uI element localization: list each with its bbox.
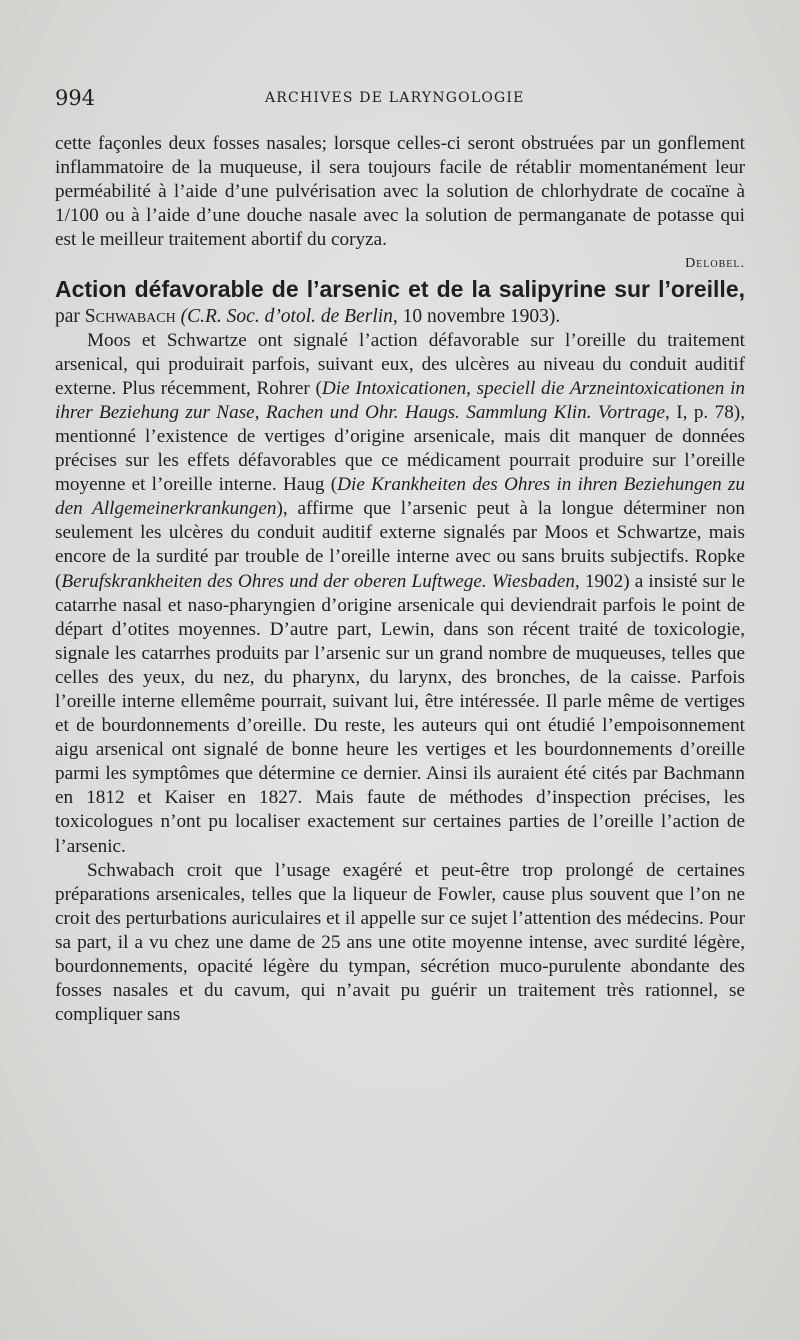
section-date: 10 novembre 1903). [402, 305, 561, 327]
signature-delobel: Delobel. [685, 256, 745, 272]
page-header [55, 86, 745, 116]
section-title [55, 277, 745, 329]
running-title: ARCHIVES DE LARYNGOLOGIE [265, 90, 525, 106]
section-author: Schwabach [84, 305, 176, 327]
body-paragraph-2: Schwabach croit que l’usage exagéré et peut-être trop prolongé de certaines préparations arsenicales, telles que la liqueur de Fowler, cause plus souvent que l’on ne croit des perturbations auriculaires et il appelle sur ce sujet l’attention des médecins. Pour sa part, il a vu chez une dame de 25 ans une otite moyenne intense, avec surdité légère, bourdonnements, opacité légère du tympan, sécrétion muco-purulente abondante des fosses nasales et du cavum, qui n’avait pu guérir un traitement très rationnel, se compliquer sans [55, 859, 745, 1026]
body-paragraph-1 [55, 329, 745, 859]
para1-text-1: Moos et Schwartze ont signalé l’action défavorable sur l’oreille du traitement arsenical, qui produirait parfois, suivant eux, des ulcères au niveau du conduit auditif externe. Plus récemment, Rohrer ( [55, 329, 745, 399]
section-by: par [55, 305, 80, 327]
para1-text-4: 1902) a insisté sur le catarrhe nasal et naso-pharyngien d’origine arsenicale qui deviendrait parfois le point de départ d’otites moyennes. D’autre part, Lewin, dans son récent traité de toxicologie, signale les catarrhes produits par l’arsenic sur un grand nombre de muqueuses, telles que celles des yeux, du nez, du pharynx, du larynx, des bronches, de la caisse. Parfois l’oreille interne ellemême pourrait, suivant lui, être intéressée. Il parle même de vertiges et de bourdonnements d’oreille. Du reste, les auteurs qui ont étudié l’empoisonnement aigu arsenical ont signalé de bonne heure les vertiges et les bourdonnements d’oreille parmi les symptômes que détermine ce dernier. Ainsi ils auraient été cités par Bachmann en 1812 et Kaiser en 1827. Mais faute de méthodes d’inspection précises, les toxicologues n’ont pu localiser exactement sur certaines parties de l’oreille l’action de l’arsenic. [55, 570, 745, 857]
para1-text-2: I, p. 78), mentionné l’existence de vertiges d’origine arsenicale, mais dit manquer de données précises sur les effets défavorables que ce médicament pourrait produire sur l’oreille moyenne et l’oreille interne. Haug ( [55, 401, 745, 496]
section-reference: (C.R. Soc. d’otol. de Berlin, [180, 305, 398, 327]
para1-text-3: ), affirme que l’arsenic peut à la longue déterminer non seulement les ulcères du conduit auditif externe signalés par Moos et Schwartze, mais encore de la surdité par trouble de l’oreille interne avec ou sans bruits subjectifs. Ropke ( [55, 498, 745, 592]
page-number: 994 [55, 86, 96, 110]
page-body [55, 132, 745, 1027]
para1-citation-haug: Die Krankheiten des Ohres in ihren Beziehungen zu den Allgemeinerkrankungen [55, 474, 745, 520]
intro-paragraph: cette façonles deux fosses nasales; lorsque celles-ci seront obstruées par un gonflement inflammatoire de la muqueuse, il sera toujours facile de rétablir momentanément leur perméabilité à l’aide d’une pulvérisation avec la solution de chlorhydrate de cocaïne à 1/100 ou à l’aide d’une douche nasale avec la solution de permanganate de potasse qui est le meilleur traitement abortif du coryza. [55, 133, 745, 251]
para1-citation-rohrer: Die Intoxicationen, speciell die Arzneintoxicationen in ihrer Beziehung zur Nase, Rachen und Ohr. Haugs. Sammlung Klin. Vortrage, [55, 377, 745, 423]
section-heading: Action défavorable de l’arsenic et de la salipyrine sur l’oreille, [55, 275, 745, 302]
para1-citation-ropke: Berufskrankheiten des Ohres und der oberen Luftwege. Wiesbaden, [61, 570, 580, 592]
